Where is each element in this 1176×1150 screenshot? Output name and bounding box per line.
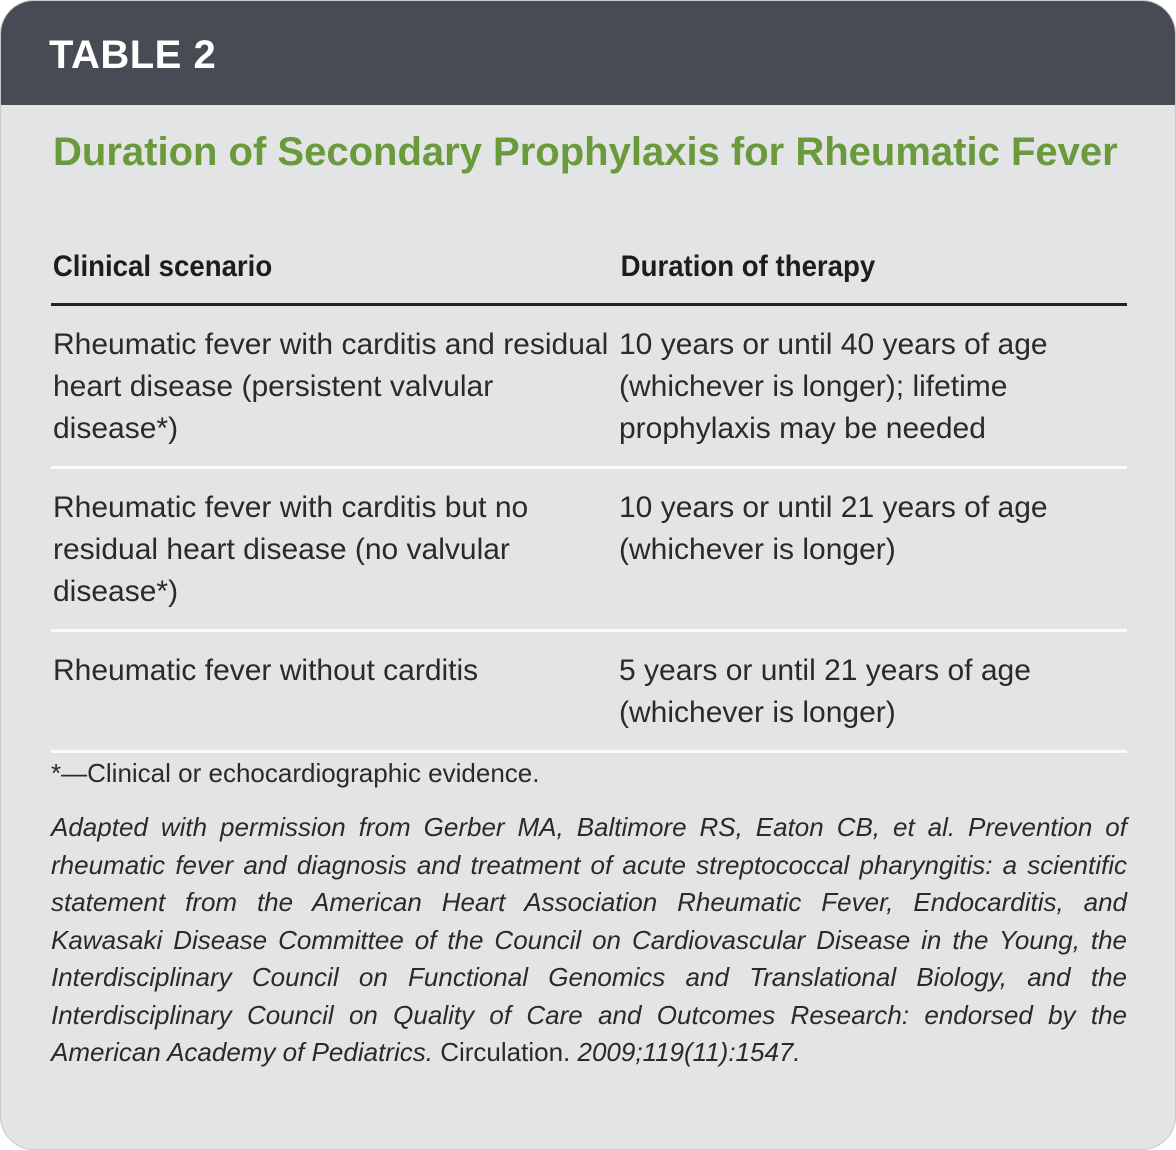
scenario-cell: Rheumatic fever with carditis but no residual heart disease (no valvular disease*): [51, 468, 617, 631]
duration-cell: 5 years or until 21 years of age (whichever is longer): [617, 631, 1127, 752]
table-label: TABLE 2: [49, 33, 217, 77]
table-row: [51, 468, 1127, 631]
citation-details: 2009;119(11):1547.: [577, 1037, 801, 1067]
duration-cell: 10 years or until 21 years of age (whichever is longer): [617, 468, 1127, 631]
column-header-clinical-scenario: Clinical scenario: [51, 239, 572, 305]
table-header-row: [51, 239, 1127, 305]
table-row: [51, 305, 1127, 468]
column-header-duration-of-therapy: Duration of therapy: [617, 239, 1086, 305]
journal-name: Circulation.: [440, 1037, 571, 1067]
table-title: Duration of Secondary Prophylaxis for Rheumatic Fever: [53, 130, 1118, 174]
source-text: Adapted with permission from Gerber MA, Baltimore RS, Eaton CB, et al. Prevention of rheumatic fever and diagnosis and treatment of acute streptococcal pharyngitis: a scientific statement from the American Heart Association Rheumatic Fever, Endocarditis, and Kawasaki Disease Committee of the Council on Cardiovascular Disease in the Young, the Interdisciplinary Council on Functional Genomics and Translational Biology, and the Interdisciplinary Council on Quality of Care and Outcomes Research: endorsed by the American Academy of Pediatrics.: [51, 812, 1127, 1067]
table-footnote: *—Clinical or echocardiographic evidence.: [51, 758, 540, 788]
scenario-cell: Rheumatic fever with carditis and residual heart disease (persistent valvular disease*): [51, 305, 617, 468]
scenario-cell: Rheumatic fever without carditis: [51, 631, 617, 752]
header-bar: [1, 1, 1175, 105]
prophylaxis-table: [51, 239, 1127, 753]
table-row: [51, 631, 1127, 752]
duration-cell: 10 years or until 40 years of age (whichever is longer); lifetime prophylaxis may be needed: [617, 305, 1127, 468]
source-citation: [51, 809, 1127, 1072]
